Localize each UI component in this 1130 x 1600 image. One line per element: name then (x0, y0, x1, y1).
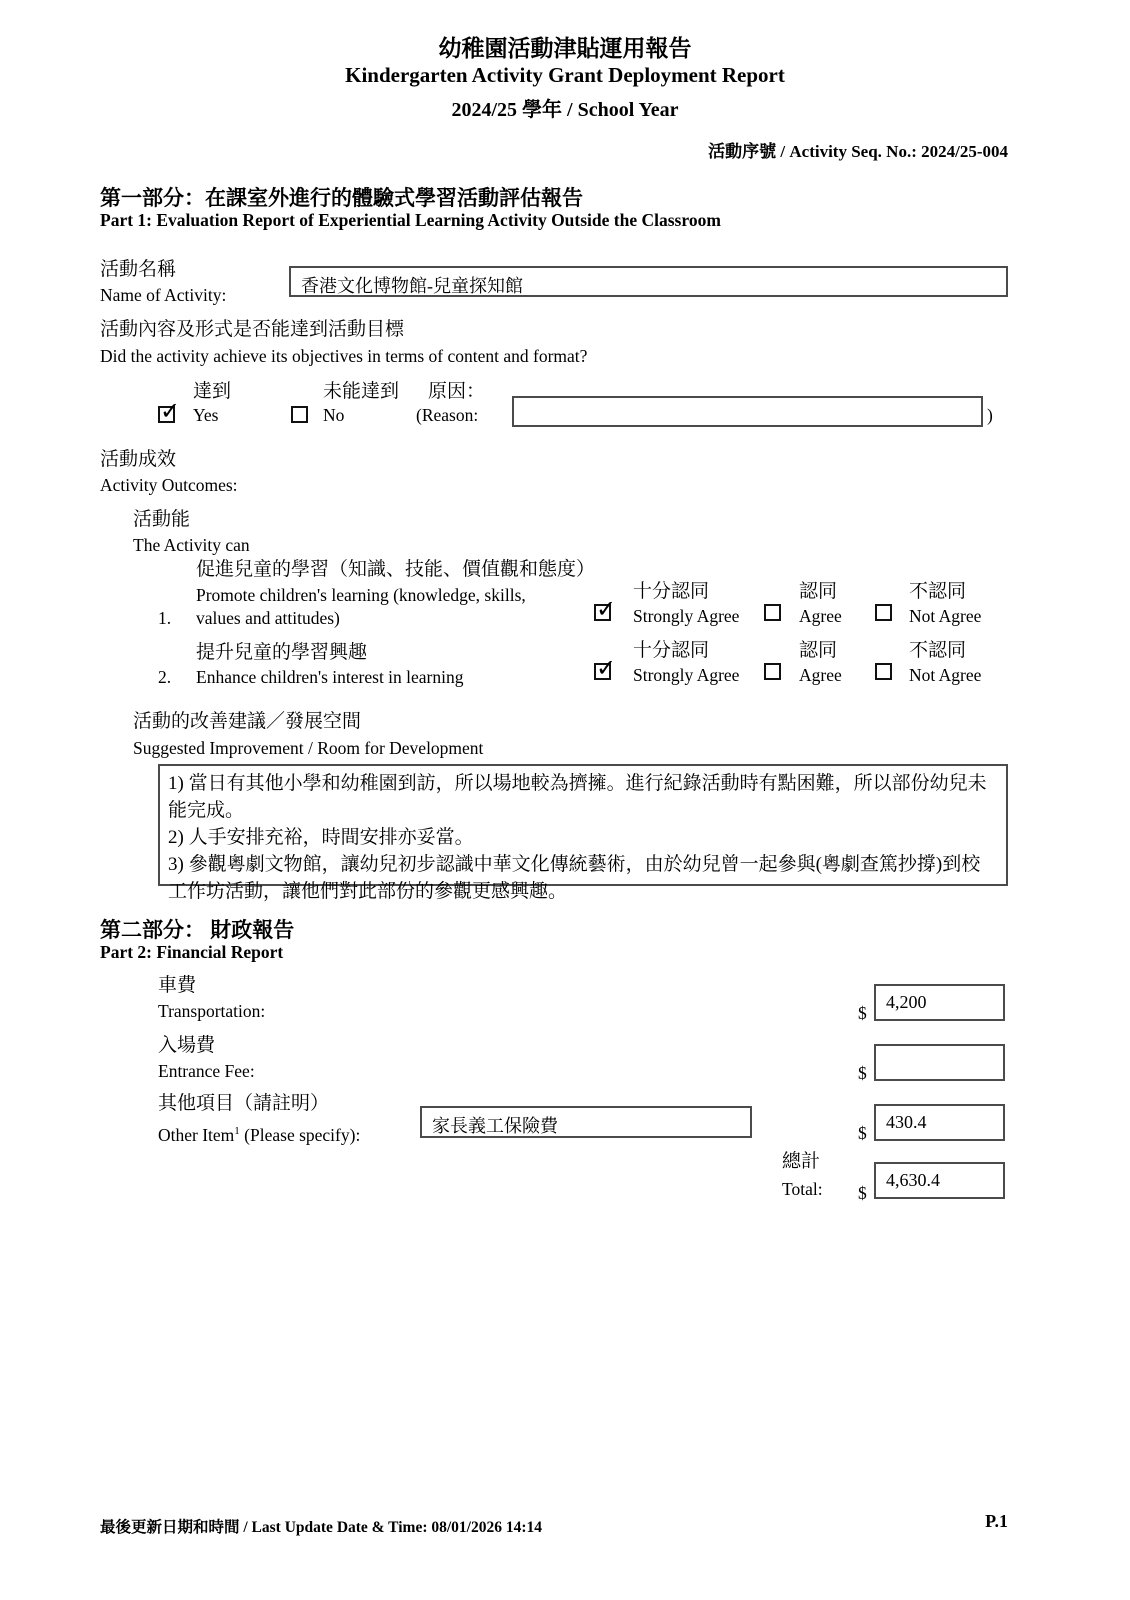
outcome1-strongly-agree-en: Strongly Agree (633, 606, 740, 626)
outcome2-desc-en2: Enhance children's interest in learning (196, 667, 464, 687)
outcome1-agree-checkbox[interactable] (764, 604, 781, 621)
improvement-heading-zh: 活動的改善建議／發展空間 (133, 711, 362, 732)
outcomes-sub-zh: 活動能 (133, 509, 191, 530)
activity-name-input[interactable]: 香港文化博物館-兒童探知館 (289, 266, 1008, 297)
school-year: 2024/25 學年 / School Year (451, 99, 679, 121)
activity-name-label-en: Name of Activity: (100, 285, 227, 305)
total-label-en: Total: (782, 1179, 823, 1199)
improvement-line-3: 3) 參觀粵劇文物館，讓幼兒初步認識中華文化傳統藝術，由於幼兒曾一起參與(粵劇查篤抄撐)到校工作坊活動，讓他們對此部份的參觀更感興趣。 (168, 854, 981, 902)
page-number: P.1 (985, 1511, 1008, 1531)
yes-label-zh: 達到 (193, 381, 232, 402)
outcome1-desc-zh: 促進兒童的學習（知識、技能、價值觀和態度） (196, 559, 596, 580)
other-item-currency: $ (858, 1123, 867, 1143)
footnote-marker: 1 (234, 1125, 240, 1137)
improvement-heading-en: Suggested Improvement / Room for Development (133, 738, 484, 758)
check-icon: ✓ (160, 397, 181, 425)
outcome2-agree-zh: 認同 (799, 640, 838, 661)
outcome1-desc-en1: Promote children's learning (knowledge, skills, (196, 585, 526, 605)
part2-heading-zh: 第二部分： 財政報告 (100, 918, 295, 942)
entrance-fee-label-en: Entrance Fee: (158, 1061, 255, 1081)
report-title-zh: 幼稚園活動津貼運用報告 (438, 36, 692, 61)
reason-label-zh: 原因： (428, 381, 486, 402)
objective-question-zh: 活動內容及形式是否能達到活動目標 (100, 319, 405, 340)
reason-label-en: (Reason: (416, 405, 479, 425)
transportation-label-zh: 車費 (158, 975, 197, 996)
outcome1-not-agree-checkbox[interactable] (875, 604, 892, 621)
outcomes-heading-zh: 活動成效 (100, 449, 177, 470)
transportation-label-en: Transportation: (158, 1001, 266, 1021)
outcomes-sub-en: The Activity can (133, 535, 250, 555)
improvement-line-2: 2) 人手安排充裕，時間安排亦妥當。 (168, 827, 474, 848)
activity-seq-no: 活動序號 / Activity Seq. No.: 2024/25-004 (708, 142, 1008, 161)
outcomes-heading-en: Activity Outcomes: (100, 475, 238, 495)
outcome1-not-agree-zh: 不認同 (909, 581, 967, 602)
activity-name-label-zh: 活動名稱 (100, 259, 177, 280)
other-item-label-zh: 其他項目（請註明） (158, 1093, 330, 1114)
improvement-line-1: 1) 當日有其他小學和幼稚園到訪，所以場地較為擠擁。進行紀錄活動時有點困難，所以部份幼兒未能完成。 (168, 773, 987, 821)
transportation-amount-input[interactable]: 4,200 (874, 984, 1005, 1021)
outcome1-agree-zh: 認同 (799, 581, 838, 602)
reason-close-paren: ) (987, 405, 993, 425)
part1-heading-en: Part 1: Evaluation Report of Experiential Learning Activity Outside the Classroom (100, 210, 721, 230)
transportation-currency: $ (858, 1003, 867, 1023)
no-checkbox[interactable] (291, 406, 308, 423)
entrance-fee-currency: $ (858, 1063, 867, 1083)
reason-input[interactable] (512, 396, 983, 427)
entrance-fee-amount-input[interactable] (874, 1044, 1005, 1081)
yes-label-en: Yes (193, 405, 219, 425)
outcome2-strongly-agree-zh: 十分認同 (633, 640, 710, 661)
other-item-specify-input[interactable]: 家長義工保險費 (420, 1106, 752, 1138)
outcome2-strongly-agree-en: Strongly Agree (633, 665, 740, 685)
improvement-textarea[interactable] (158, 764, 1008, 902)
no-label-en: No (323, 405, 345, 425)
total-label-zh: 總計 (782, 1151, 821, 1172)
other-item-amount-input[interactable]: 430.4 (874, 1104, 1005, 1141)
total-currency: $ (858, 1183, 867, 1203)
part1-heading-zh: 第一部分：在課室外進行的體驗式學習活動評估報告 (100, 186, 583, 210)
report-title-en: Kindergarten Activity Grant Deployment Report (345, 63, 785, 87)
outcome1-number: 1. (158, 608, 172, 628)
outcome1-desc-en2: values and attitudes) (196, 608, 340, 628)
part2-heading-en: Part 2: Financial Report (100, 942, 284, 962)
last-update-text: 最後更新日期和時間 / Last Update Date & Time: 08/01/2026 14:14 (100, 1519, 543, 1536)
entrance-fee-label-zh: 入場費 (158, 1035, 216, 1056)
check-icon: ✓ (596, 654, 617, 682)
outcome1-strongly-agree-zh: 十分認同 (633, 581, 710, 602)
no-label-zh: 未能達到 (323, 381, 400, 402)
yes-checkbox[interactable] (158, 397, 181, 425)
outcome2-number: 2. (158, 667, 172, 687)
objective-question-en: Did the activity achieve its objectives in terms of content and format? (100, 346, 588, 366)
outcome1-agree-en: Agree (799, 606, 842, 626)
outcome2-not-agree-zh: 不認同 (909, 640, 967, 661)
check-icon: ✓ (596, 595, 617, 623)
outcome2-agree-checkbox[interactable] (764, 663, 781, 680)
outcome2-strongly-agree-checkbox[interactable] (594, 654, 617, 682)
outcome1-not-agree-en: Not Agree (909, 606, 982, 626)
outcome1-strongly-agree-checkbox[interactable] (594, 595, 617, 623)
outcome2-agree-en: Agree (799, 665, 842, 685)
total-amount-input[interactable]: 4,630.4 (874, 1162, 1005, 1199)
outcome2-not-agree-checkbox[interactable] (875, 663, 892, 680)
other-item-label-en: Other Item$^1$ (Please specify): (158, 1124, 361, 1145)
outcome2-desc-zh: 提升兒童的學習興趣 (196, 642, 368, 663)
outcome2-not-agree-en: Not Agree (909, 665, 982, 685)
